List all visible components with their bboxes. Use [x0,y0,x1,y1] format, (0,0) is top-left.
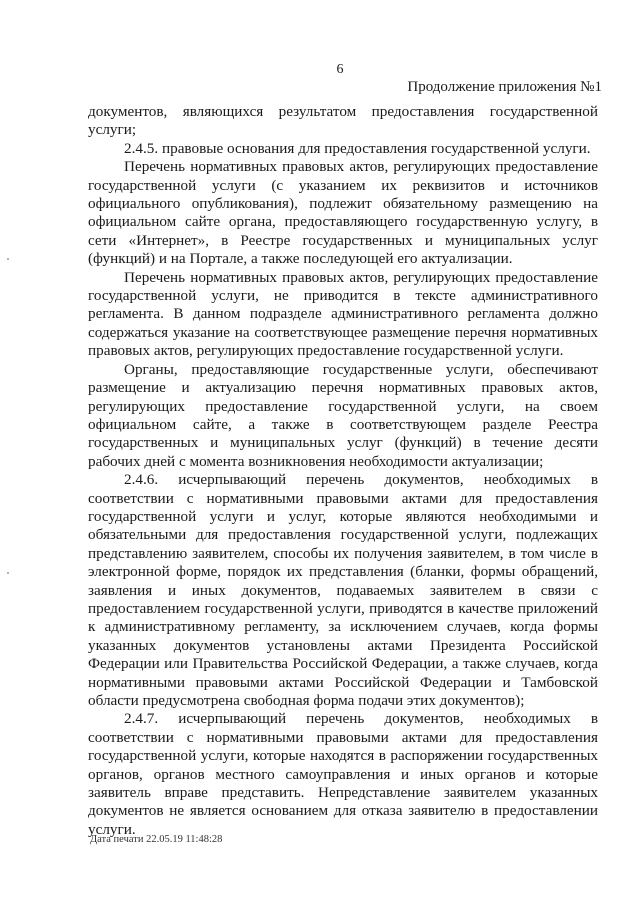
paragraph-legal-acts-list: Перечень нормативных правовых актов, регулирующих предоставление государственной услуги (с указанием их реквизитов и источников официального опубликования), подлежит обязательному размещению на официальном сайте органа, предоставляющего государственную услугу, в сети «Интернет», в Реестре государственных и муниципальных услуг (функций) и на Портале, а также последующей его актуализации. [88,158,598,268]
paragraph-2-4-6: 2.4.6. исчерпывающий перечень документов, необходимых в соответствии с нормативными правовыми актами для предоставления государственной услуги и услуг, которые являются необходимыми и обязательными для предоставления государственной услуги, подлежащих представлению заявителем, способы их получения заявителем, в том числе в электронной форме, порядок их представления (бланки, формы обращений, заявления и иных документов, подаваемых заявителем в связи с предоставлением государственной услуги, приводятся в качестве приложений к административному регламенту, за исключением случаев, когда формы указанных документов установлены актами Президента Российской Федерации или Правительства Российской Федерации, а также случаев, когда нормативными правовыми актами Российской Федерации и Тамбовской области предусмотрена свободная форма подачи этих документов); [88,471,598,709]
scan-margin-mark [7,572,9,574]
scan-margin-mark [7,258,9,260]
paragraph-continuation: документов, являющихся результатом предоставления государственной услуги; [88,103,598,139]
document-body [88,103,598,839]
paragraph-2-4-7: 2.4.7. исчерпывающий перечень документов, необходимых в соответствии с нормативными правовыми актами для предоставления государственной услуги, которые находятся в распоряжении государственных органов, органов местного самоуправления и иных органов и которые заявитель вправе представить. Непредставление заявителем указанных документов не является основанием для отказа заявителю в предоставлении услуги. [88,710,598,838]
page-number: 6 [336,62,344,77]
paragraph-agencies-duty: Органы, предоставляющие государственные услуги, обеспечивают размещение и актуализацию перечня нормативных правовых актов, регулирующих предоставление государственной услуги, на своем официальном сайте, а также в соответствующем разделе Реестра государственных и муниципальных услуг (функций) в течение десяти рабочих дней с момента возникновения необходимости актуализации; [88,360,598,470]
print-date-footer: Дата печати 22.05.19 11:48:28 [90,834,223,845]
paragraph-legal-acts-not-listed: Перечень нормативных правовых актов, регулирующих предоставление государственной услуги, не приводится в тексте административного регламента. В данном подразделе административного регламента должно содержаться указание на соответствующее размещение перечня нормативных правовых актов, регулирующих предоставление государственной услуги. [88,268,598,360]
appendix-continuation-label: Продолжение приложения №1 [407,79,602,95]
paragraph-2-4-5: 2.4.5. правовые основания для предоставления государственной услуги. [124,139,591,157]
